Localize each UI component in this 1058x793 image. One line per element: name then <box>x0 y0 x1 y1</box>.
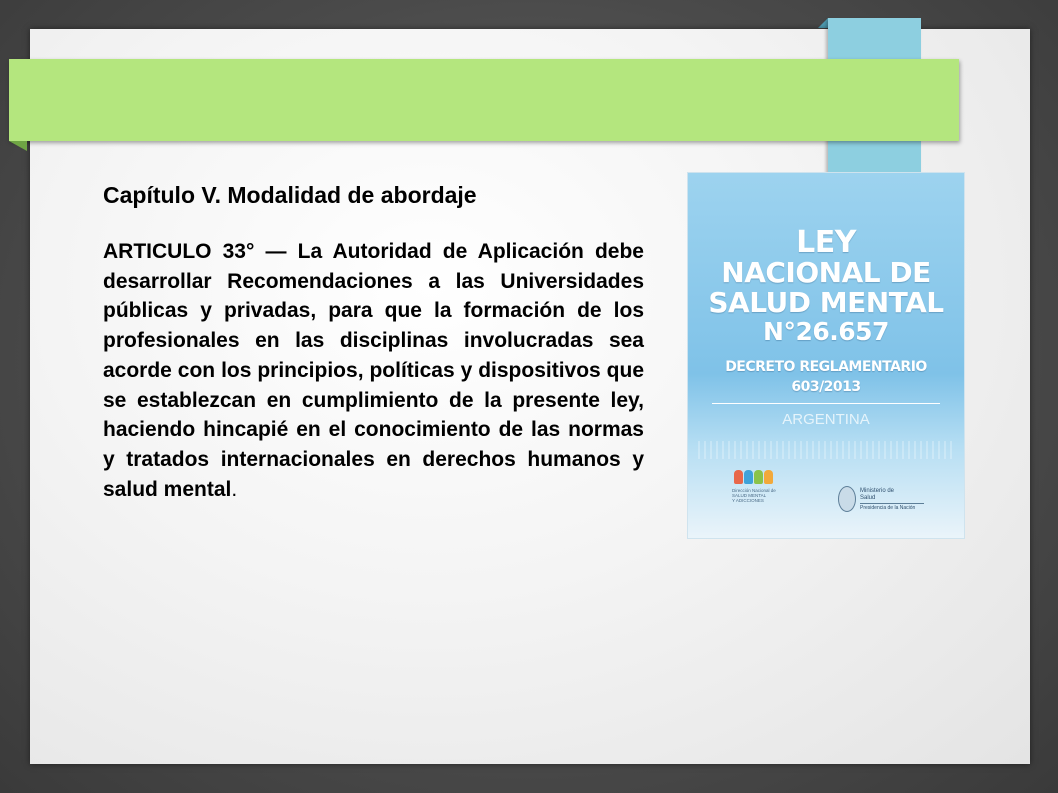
cover-decree-number: 603/2013 <box>791 379 861 395</box>
cover-divider <box>712 403 940 404</box>
cover-dot-pattern <box>698 441 954 459</box>
ministry-name <box>860 488 894 502</box>
cover-title-line3: SALUD MENTAL <box>708 286 944 319</box>
slide-body <box>103 180 644 504</box>
figure-icon <box>744 470 753 484</box>
article-paragraph <box>103 237 644 504</box>
title-banner <box>9 59 959 141</box>
national-seal-icon <box>838 486 856 512</box>
left-logo-line1: Dirección Nacional de <box>732 488 776 493</box>
figure-icon <box>764 470 773 484</box>
ministry-line1: Ministerio de <box>860 488 895 494</box>
ministry-line2: Salud <box>860 495 876 501</box>
cover-title-line1: LEY <box>796 225 856 260</box>
blue-tab-fold <box>818 18 828 28</box>
figure-icon <box>734 470 743 484</box>
ministry-subtitle: Presidencia de la Nación <box>860 505 916 511</box>
cover-decree-label: DECRETO REGLAMENTARIO <box>725 359 927 375</box>
article-text: ARTICULO 33° — La Autoridad de Aplicación debe desarrollar Recomendaciones a las Universidades públicas y privadas, para que la formación de los profesionales en las disciplinas involucradas sea acorde con los principios, políticas y dispositivos que se establezcan en cumplimiento de la presente ley, haciendo hincapié en el conocimiento de las normas y tratados internacionales en derechos humanos y salud mental <box>103 240 644 501</box>
book-cover-image <box>687 172 965 539</box>
title-banner-fold <box>9 141 27 151</box>
left-logo-line2: SALUD MENTAL <box>732 493 767 498</box>
salud-mental-logo <box>732 466 802 503</box>
cover-country: ARGENTINA <box>782 411 870 428</box>
people-figures-icon <box>732 466 802 488</box>
ministerio-logo <box>838 486 934 516</box>
chapter-title: Capítulo V. Modalidad de abordaje <box>103 182 477 208</box>
article-end: . <box>231 477 238 501</box>
figure-icon <box>754 470 763 484</box>
ministry-divider <box>860 503 924 504</box>
cover-title-line2: NACIONAL DE <box>721 256 931 289</box>
left-logo-line3: Y ADICCIONES <box>732 498 764 503</box>
cover-law-number: N°26.657 <box>763 317 889 346</box>
